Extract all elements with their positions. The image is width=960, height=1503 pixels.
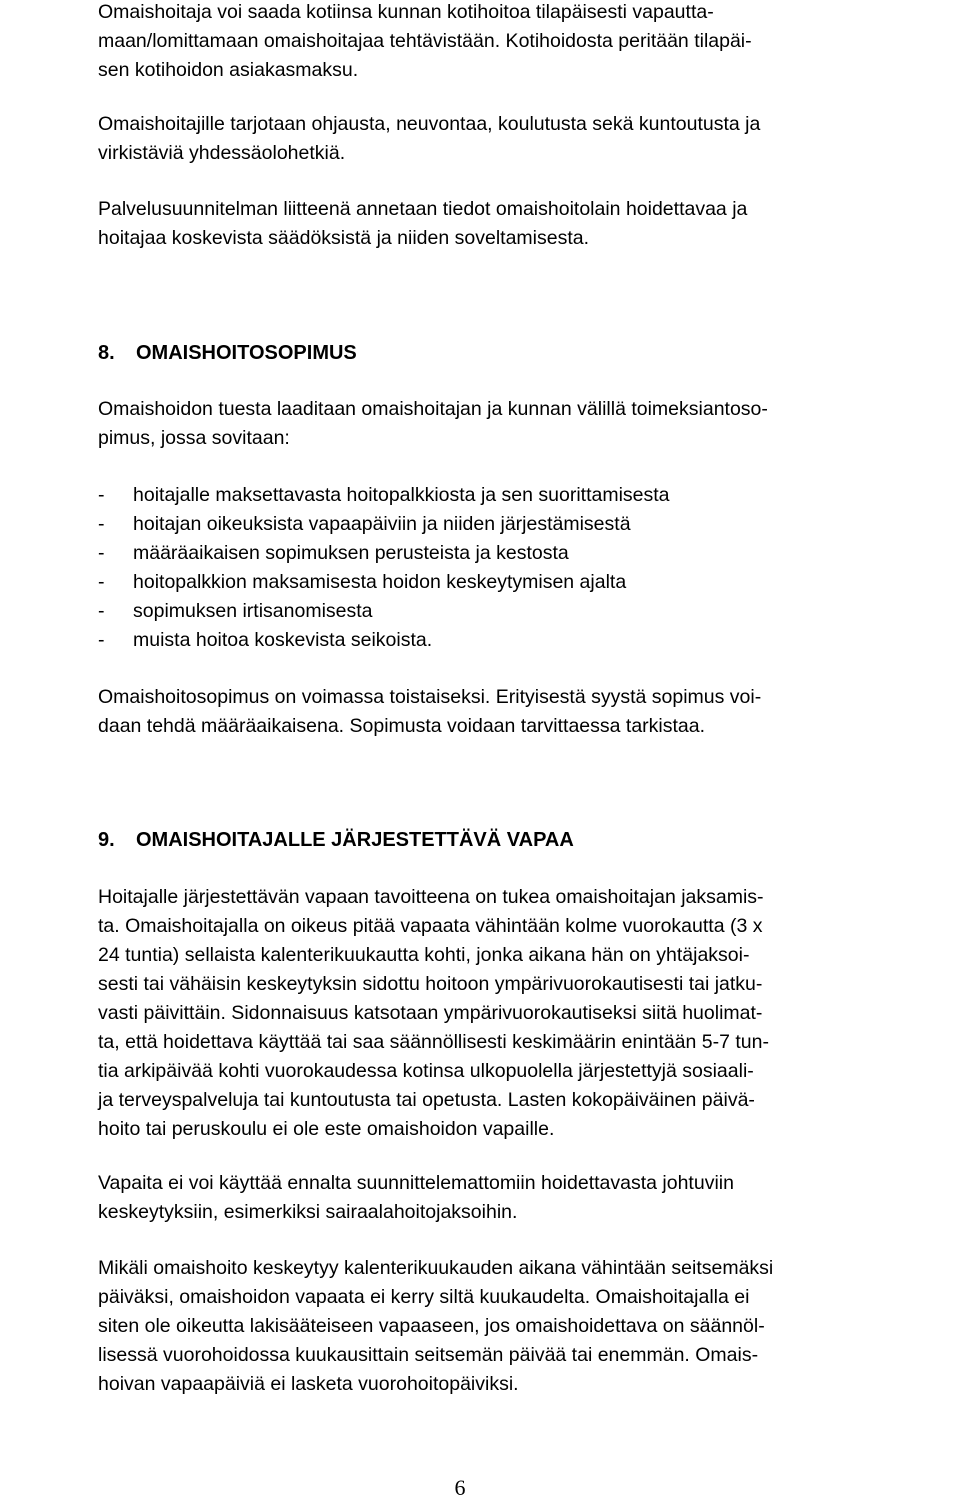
page-number: 6 <box>454 1475 466 1500</box>
list-item <box>98 481 670 510</box>
text-line: tia arkipäivää kohti vuorokaudessa kotinsa ulkopuolella järjestettyjä sosiaali- <box>98 1060 754 1082</box>
list-item-text: muista hoitoa koskevista seikoista. <box>133 629 433 651</box>
bullet-marker: - <box>98 571 105 593</box>
text-line: siten ole oikeutta lakisääteiseen vapaaseen, jos omaishoidettava on säännöl- <box>98 1315 765 1337</box>
text-line: virkistäviä yhdessäolohetkiä. <box>98 142 346 164</box>
bullet-marker: - <box>98 542 105 564</box>
text-line: ta. Omaishoitajalla on oikeus pitää vapaata vähintään kolme vuorokautta (3 x <box>98 915 763 937</box>
text-line: hoivan vapaapäiviä ei lasketa vuorohoitopäiviksi. <box>98 1373 519 1395</box>
text-line: 24 tuntia) sellaista kalenterikuukautta kohti, jonka aikana hän on yhtäjaksoi- <box>98 944 750 966</box>
text-line: keskeytyksiin, esimerkiksi sairaalahoitojaksoihin. <box>98 1201 518 1223</box>
bullet-marker: - <box>98 629 105 651</box>
list-item-text: hoitajan oikeuksista vapaapäiviin ja niiden järjestämisestä <box>133 513 631 535</box>
text-line: maan/lomittamaan omaishoitajaa tehtävistään. Kotihoidosta peritään tilapäi- <box>98 30 752 52</box>
list-item <box>98 510 631 539</box>
text-line: hoitajaa koskevista säädöksistä ja niiden soveltamisesta. <box>98 227 590 249</box>
section-8-heading <box>98 339 357 368</box>
list-item <box>98 539 569 568</box>
bullet-marker: - <box>98 484 105 506</box>
text-line: ja terveyspalveluja tai kuntoutusta tai opetusta. Lasten kokopäiväinen päivä- <box>98 1089 755 1111</box>
text-line: vasti päivittäin. Sidonnaisuus katsotaan ympärivuorokautiseksi siitä huolimat- <box>98 1002 763 1024</box>
list-item <box>98 597 373 626</box>
list-item-text: hoitajalle maksettavasta hoitopalkkiosta ja sen suorittamisesta <box>133 484 670 506</box>
list-item <box>98 568 626 597</box>
text-line: Omaishoitosopimus on voimassa toistaiseksi. Erityisestä syystä sopimus voi- <box>98 686 762 708</box>
bullet-marker: - <box>98 600 105 622</box>
text-line: sesti tai vähäisin keskeytyksin sidottu hoitoon ympärivuorokautisesti tai jatku- <box>98 973 763 995</box>
text-line: Omaishoidon tuesta laaditaan omaishoitajan ja kunnan välillä toimeksiantoso- <box>98 398 768 420</box>
bullet-marker: - <box>98 513 105 535</box>
section-number: 9. <box>98 829 115 851</box>
text-line: Omaishoitaja voi saada kotiinsa kunnan kotihoitoa tilapäisesti vapautta- <box>98 1 714 23</box>
list-item-text: määräaikaisen sopimuksen perusteista ja kestosta <box>133 542 569 564</box>
list-item-text: sopimuksen irtisanomisesta <box>133 600 373 622</box>
text-line: Hoitajalle järjestettävän vapaan tavoitteena on tukea omaishoitajan jaksamis- <box>98 886 764 908</box>
text-line: hoito tai peruskoulu ei ole este omaishoidon vapaille. <box>98 1118 555 1140</box>
text-line: Omaishoitajille tarjotaan ohjausta, neuvontaa, koulutusta sekä kuntoutusta ja <box>98 113 761 135</box>
section-number: 8. <box>98 342 115 364</box>
text-line: Mikäli omaishoito keskeytyy kalenterikuukauden aikana vähintään seitsemäksi <box>98 1257 774 1279</box>
list-item <box>98 626 432 655</box>
section-title: OMAISHOITAJALLE JÄRJESTETTÄVÄ VAPAA <box>136 829 574 851</box>
text-line: Palvelusuunnitelman liitteenä annetaan tiedot omaishoitolain hoidettavaa ja <box>98 198 748 220</box>
section-9-heading <box>98 826 574 855</box>
text-line: Vapaita ei voi käyttää ennalta suunnittelemattomiin hoidettavasta johtuviin <box>98 1172 734 1194</box>
text-line: pimus, jossa sovitaan: <box>98 427 290 449</box>
text-line: päiväksi, omaishoidon vapaata ei kerry siltä kuukaudelta. Omaishoitajalla ei <box>98 1286 750 1308</box>
section-title: OMAISHOITOSOPIMUS <box>136 342 357 364</box>
text-line: lisessä vuorohoidossa kuukausittain seitsemän päivää tai enemmän. Omais- <box>98 1344 759 1366</box>
text-line: daan tehdä määräaikaisena. Sopimusta voidaan tarvittaessa tarkistaa. <box>98 715 706 737</box>
list-item-text: hoitopalkkion maksamisesta hoidon keskeytymisen ajalta <box>133 571 627 593</box>
text-line: sen kotihoidon asiakasmaksu. <box>98 59 359 81</box>
text-line: ta, että hoidettava käyttää tai saa säännöllisesti keskimäärin enintään 5-7 tun- <box>98 1031 769 1053</box>
